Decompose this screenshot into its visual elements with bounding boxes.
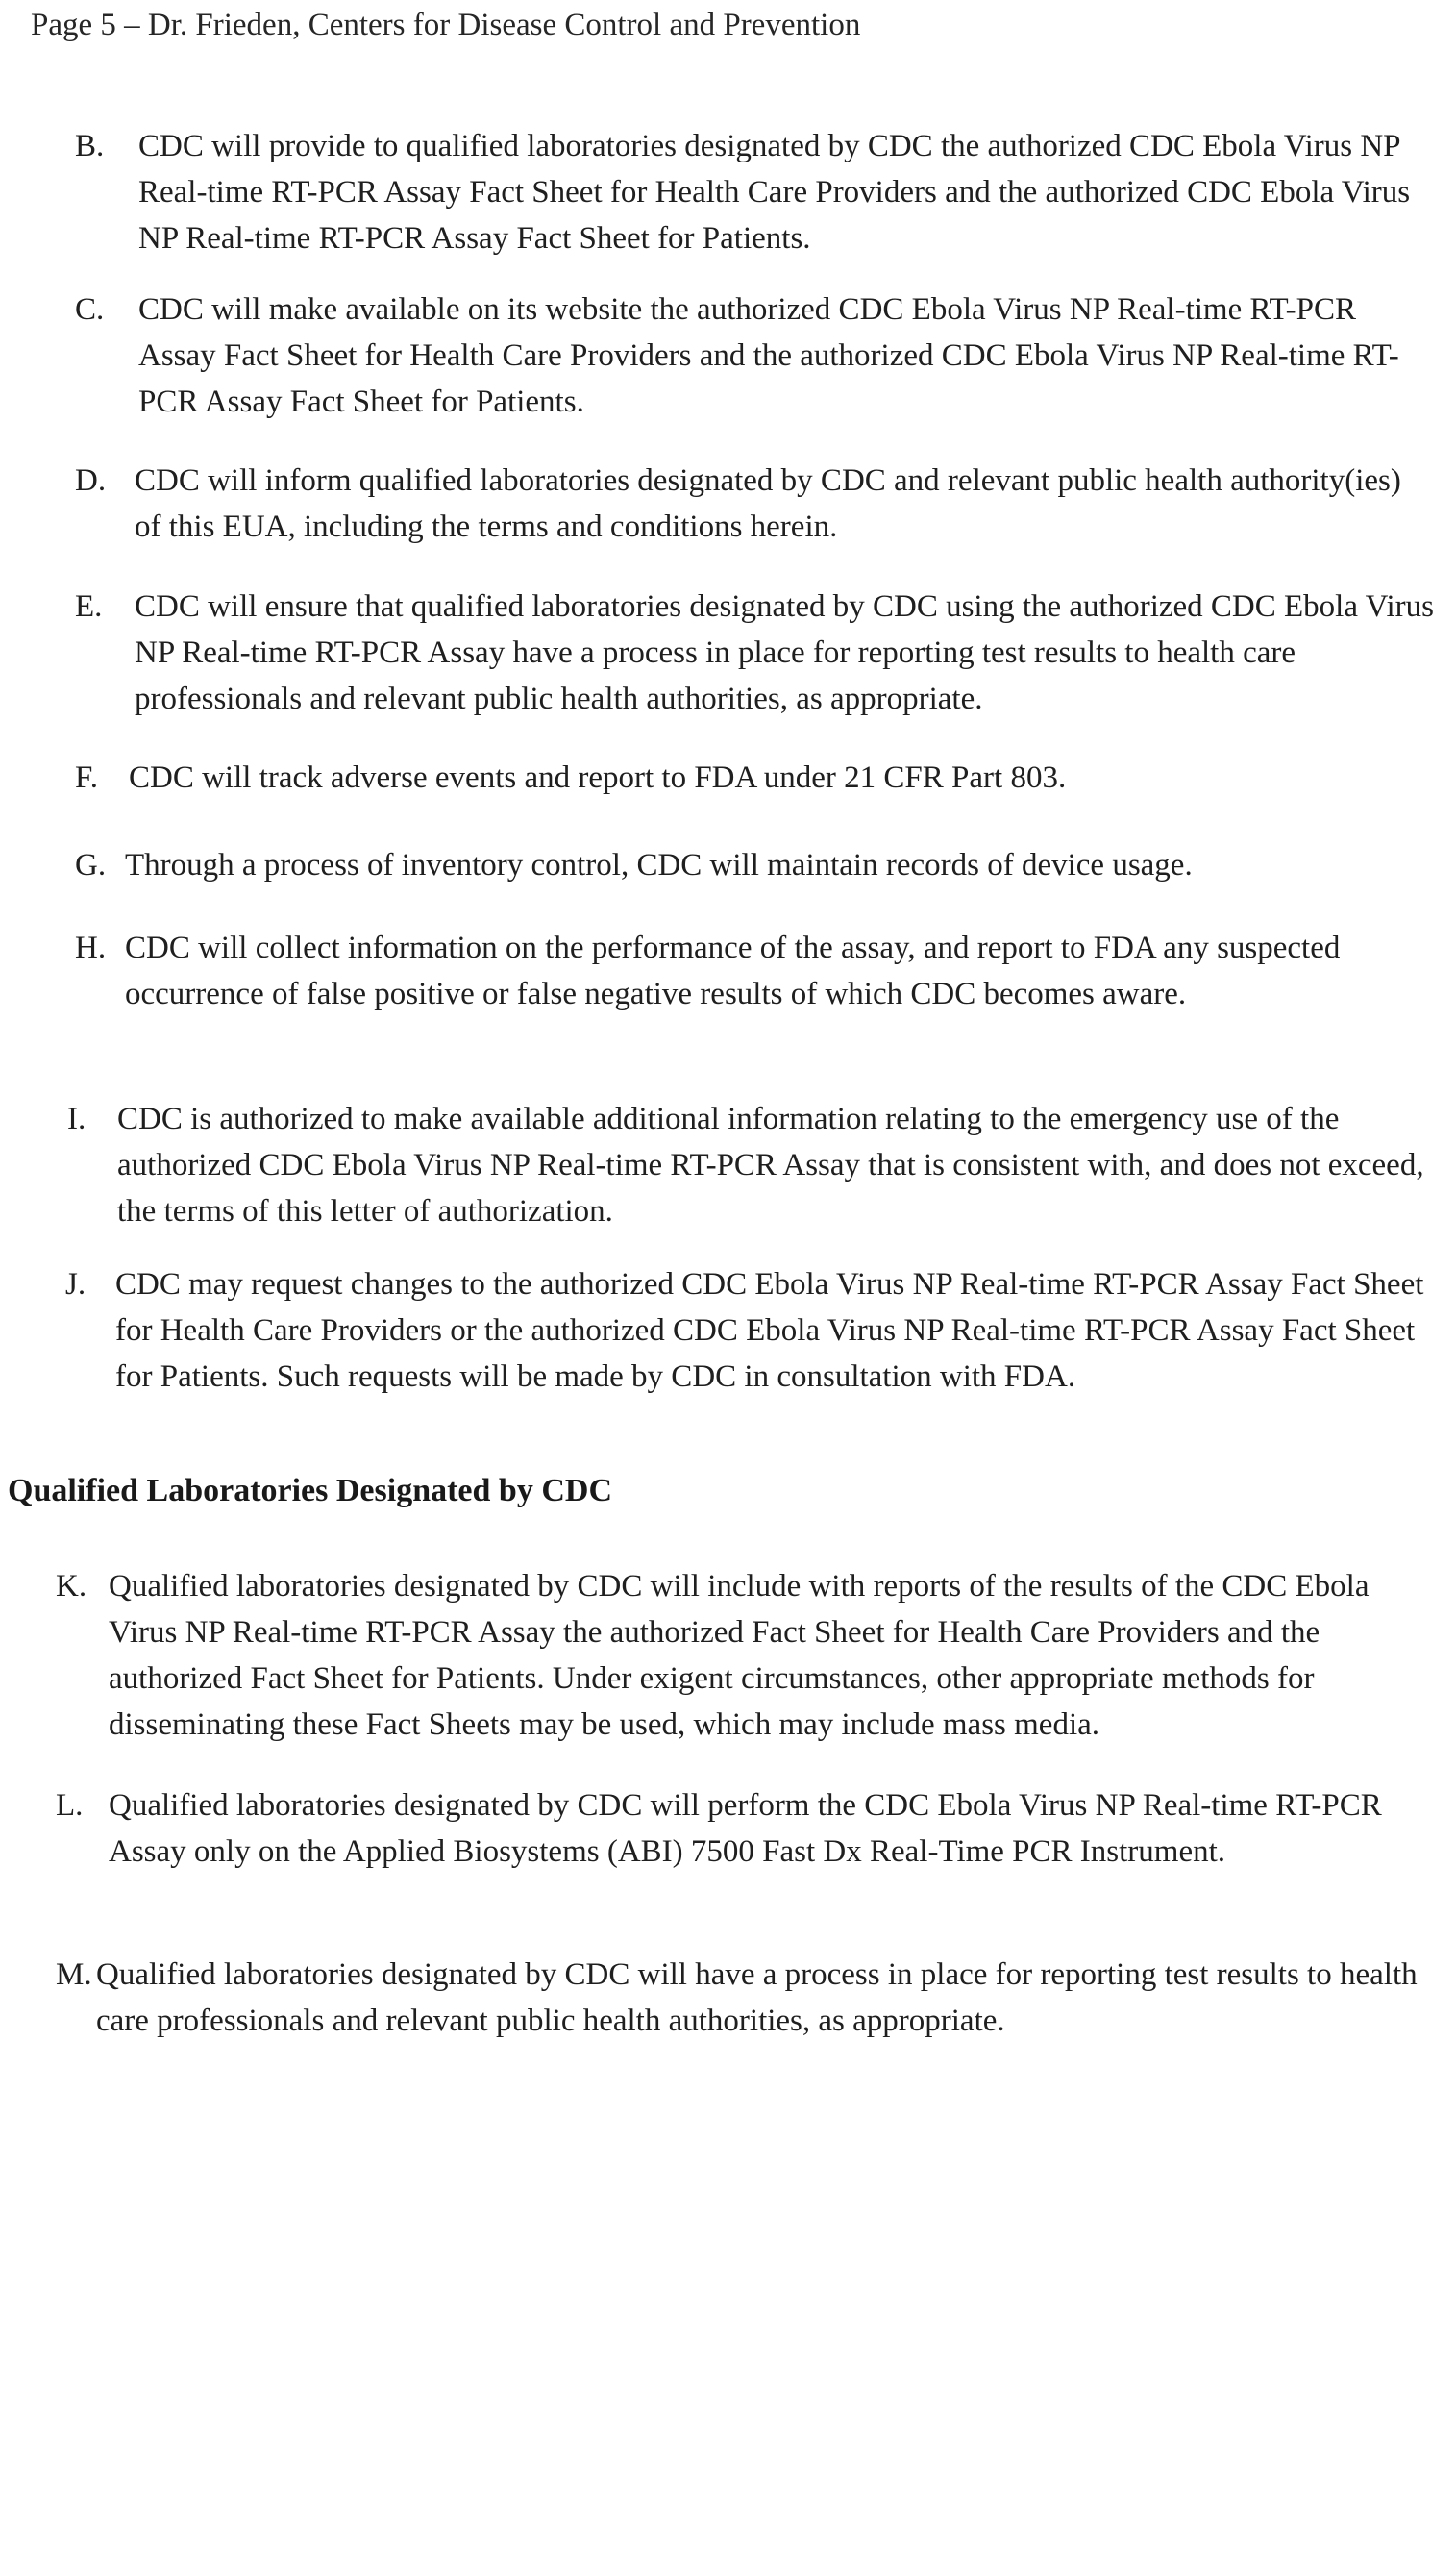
item-text: CDC will provide to qualified laboratories designated by CDC the authorized CDC Ebola Virus NP Real-time RT-PCR Assay Fact Sheet for Health Care Providers and the authorized CDC Ebola Virus NP Real-time RT-PCR Assay Fact Sheet for Patients. [138, 129, 1411, 256]
item-letter: I. [67, 1102, 86, 1136]
item-text: Qualified laboratories designated by CDC will perform the CDC Ebola Virus NP Real-time RT-PCR Assay only on the Applied Biosystems (ABI) 7500 Fast Dx Real-Time PCR Instrument. [109, 1788, 1382, 1869]
item-letter: J. [65, 1267, 86, 1302]
item-text: CDC is authorized to make available additional information relating to the emergency use of the authorized CDC Ebola Virus NP Real-time RT-PCR Assay that is consistent with, and does not exceed, the terms of this letter of authorization. [117, 1102, 1424, 1229]
item-text: Qualified laboratories designated by CDC will include with reports of the results of the CDC Ebola Virus NP Real-time RT-PCR Assay the authorized Fact Sheet for Health Care Providers and the authorized Fact Sheet for Patients. Under exigent circumstances, other appropriate methods for disseminating these Fact Sheets may be used, which may include mass media. [109, 1569, 1370, 1742]
list-item-c [75, 286, 1401, 425]
item-letter: F. [75, 760, 98, 795]
list-item-e [75, 584, 1449, 722]
item-letter: H. [75, 931, 107, 965]
list-item-j [65, 1261, 1430, 1400]
item-text: CDC will track adverse events and report to FDA under 21 CFR Part 803. [129, 760, 1067, 795]
list-item-b [75, 123, 1449, 261]
list-item-f [75, 755, 1420, 801]
list-item-k [56, 1563, 1440, 1748]
list-item-h [75, 925, 1456, 1017]
item-letter: E. [75, 589, 103, 624]
list-item-i [67, 1096, 1451, 1234]
item-text: CDC may request changes to the authorized CDC Ebola Virus NP Real-time RT-PCR Assay Fact Sheet for Health Care Providers or the authorized CDC Ebola Virus NP Real-time RT-PCR Assay Fact Sheet for Patients. Such requests will be made by CDC in consultation with FDA. [115, 1267, 1424, 1394]
item-letter: M. [56, 1957, 92, 1992]
item-text: Qualified laboratories designated by CDC will have a process in place for reporting test results to health care professionals and relevant public health authorities, as appropriate. [96, 1957, 1418, 2038]
item-letter: G. [75, 848, 107, 883]
page-header: Page 5 – Dr. Frieden, Centers for Disease Control and Prevention [31, 8, 861, 42]
item-text: Through a process of inventory control, CDC will maintain records of device usage. [125, 848, 1193, 883]
item-letter: B. [75, 129, 105, 163]
list-item-g [75, 842, 1420, 888]
list-item-m [56, 1952, 1449, 2044]
item-letter: K. [56, 1569, 87, 1604]
list-item-l [56, 1782, 1401, 1875]
item-letter: C. [75, 292, 105, 327]
item-text: CDC will ensure that qualified laboratories designated by CDC using the authorized CDC Ebola Virus NP Real-time RT-PCR Assay have a process in place for reporting test results to health care professionals and relevant public health authorities, as appropriate. [135, 589, 1435, 716]
list-item-d [75, 458, 1420, 550]
item-text: CDC will inform qualified laboratories designated by CDC and relevant public health authority(ies) of this EUA, including the terms and conditions herein. [135, 463, 1401, 544]
item-text: CDC will collect information on the performance of the assay, and report to FDA any suspected occurrence of false positive or false negative results of which CDC becomes aware. [125, 931, 1341, 1011]
item-letter: D. [75, 463, 107, 498]
section-heading: Qualified Laboratories Designated by CDC [8, 1473, 612, 1508]
item-letter: L. [56, 1788, 84, 1823]
item-text: CDC will make available on its website the authorized CDC Ebola Virus NP Real-time RT-PCR Assay Fact Sheet for Health Care Providers and the authorized CDC Ebola Virus NP Real-time RT-PCR Assay Fact Sheet for Patients. [138, 292, 1399, 419]
